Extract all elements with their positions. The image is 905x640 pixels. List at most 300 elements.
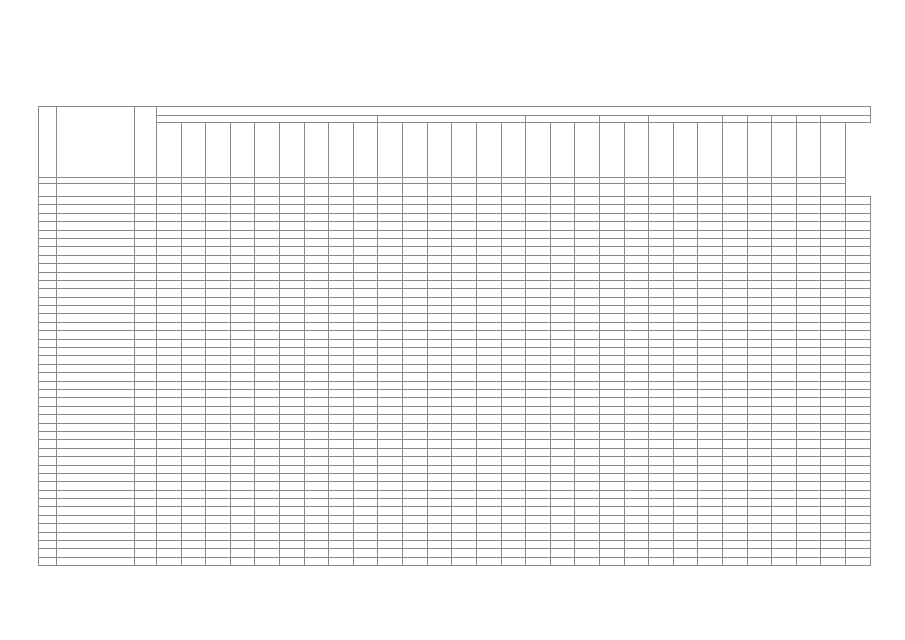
row-name bbox=[57, 457, 135, 465]
value-cell bbox=[821, 490, 846, 498]
value-cell bbox=[206, 356, 231, 364]
value-cell bbox=[476, 448, 501, 456]
value-cell bbox=[403, 331, 428, 339]
value-cell bbox=[772, 339, 797, 347]
value-cell bbox=[280, 415, 305, 423]
unit-cell bbox=[230, 184, 255, 197]
row-name bbox=[57, 222, 135, 230]
value-cell bbox=[723, 431, 748, 439]
value-cell bbox=[772, 490, 797, 498]
value-cell bbox=[673, 507, 698, 515]
value-cell bbox=[230, 230, 255, 238]
value-cell bbox=[230, 406, 255, 414]
value-cell bbox=[230, 507, 255, 515]
table-row bbox=[39, 440, 871, 448]
value-cell bbox=[649, 373, 674, 381]
value-cell bbox=[206, 507, 231, 515]
value-cell bbox=[821, 440, 846, 448]
value-cell bbox=[747, 541, 772, 549]
value-cell bbox=[452, 431, 477, 439]
value-cell bbox=[230, 306, 255, 314]
value-cell bbox=[378, 457, 403, 465]
value-cell bbox=[846, 213, 871, 221]
value-cell bbox=[673, 532, 698, 540]
value-cell bbox=[353, 465, 378, 473]
row-code bbox=[135, 448, 157, 456]
row-number bbox=[39, 524, 57, 532]
value-cell bbox=[796, 415, 821, 423]
value-cell bbox=[649, 465, 674, 473]
value-cell bbox=[206, 247, 231, 255]
value-cell bbox=[353, 482, 378, 490]
value-cell bbox=[157, 238, 182, 246]
value-cell bbox=[575, 448, 600, 456]
value-cell bbox=[772, 389, 797, 397]
value-cell bbox=[747, 490, 772, 498]
value-cell bbox=[501, 213, 526, 221]
value-cell bbox=[476, 507, 501, 515]
value-cell bbox=[230, 482, 255, 490]
value-cell bbox=[206, 457, 231, 465]
column-header bbox=[526, 123, 551, 178]
value-cell bbox=[599, 381, 624, 389]
value-cell bbox=[772, 406, 797, 414]
value-cell bbox=[599, 557, 624, 565]
value-cell bbox=[255, 247, 280, 255]
value-cell bbox=[206, 499, 231, 507]
value-cell bbox=[452, 473, 477, 481]
value-cell bbox=[846, 406, 871, 414]
value-cell bbox=[649, 532, 674, 540]
value-cell bbox=[329, 306, 354, 314]
value-cell bbox=[550, 381, 575, 389]
value-cell bbox=[575, 541, 600, 549]
value-cell bbox=[353, 322, 378, 330]
value-cell bbox=[206, 389, 231, 397]
value-cell bbox=[698, 197, 723, 205]
value-cell bbox=[649, 213, 674, 221]
value-cell bbox=[599, 364, 624, 372]
value-cell bbox=[452, 448, 477, 456]
value-cell bbox=[452, 197, 477, 205]
value-cell bbox=[452, 339, 477, 347]
row-code bbox=[135, 457, 157, 465]
unit-cell bbox=[526, 184, 551, 197]
row-code bbox=[135, 423, 157, 431]
value-cell bbox=[304, 507, 329, 515]
value-cell bbox=[230, 205, 255, 213]
row-number bbox=[39, 557, 57, 565]
value-cell bbox=[846, 499, 871, 507]
value-cell bbox=[329, 264, 354, 272]
value-cell bbox=[772, 499, 797, 507]
row-name bbox=[57, 255, 135, 263]
value-cell bbox=[280, 364, 305, 372]
value-cell bbox=[353, 306, 378, 314]
value-cell bbox=[649, 339, 674, 347]
row-number bbox=[39, 440, 57, 448]
value-cell bbox=[550, 457, 575, 465]
value-cell bbox=[427, 473, 452, 481]
value-cell bbox=[796, 364, 821, 372]
value-cell bbox=[157, 331, 182, 339]
column-header bbox=[772, 123, 797, 178]
value-cell bbox=[649, 406, 674, 414]
value-cell bbox=[181, 238, 206, 246]
value-cell bbox=[353, 247, 378, 255]
value-cell bbox=[747, 381, 772, 389]
value-cell bbox=[181, 440, 206, 448]
value-cell bbox=[673, 499, 698, 507]
value-cell bbox=[649, 415, 674, 423]
value-cell bbox=[452, 364, 477, 372]
row-name bbox=[57, 272, 135, 280]
value-cell bbox=[772, 306, 797, 314]
value-cell bbox=[476, 255, 501, 263]
value-cell bbox=[280, 482, 305, 490]
value-cell bbox=[772, 314, 797, 322]
value-cell bbox=[796, 238, 821, 246]
value-cell bbox=[452, 398, 477, 406]
value-cell bbox=[501, 524, 526, 532]
value-cell bbox=[796, 389, 821, 397]
value-cell bbox=[378, 280, 403, 288]
value-cell bbox=[181, 389, 206, 397]
value-cell bbox=[846, 482, 871, 490]
value-cell bbox=[329, 222, 354, 230]
value-cell bbox=[723, 373, 748, 381]
row-name bbox=[57, 431, 135, 439]
value-cell bbox=[230, 373, 255, 381]
value-cell bbox=[772, 213, 797, 221]
row-name bbox=[57, 482, 135, 490]
value-cell bbox=[181, 373, 206, 381]
value-cell bbox=[181, 507, 206, 515]
value-cell bbox=[230, 532, 255, 540]
value-cell bbox=[550, 339, 575, 347]
value-cell bbox=[599, 238, 624, 246]
value-cell bbox=[206, 448, 231, 456]
value-cell bbox=[452, 238, 477, 246]
value-cell bbox=[157, 314, 182, 322]
value-cell bbox=[403, 272, 428, 280]
value-cell bbox=[526, 415, 551, 423]
value-cell bbox=[723, 348, 748, 356]
value-cell bbox=[747, 549, 772, 557]
value-cell bbox=[550, 297, 575, 305]
value-cell bbox=[403, 532, 428, 540]
row-number bbox=[39, 457, 57, 465]
value-cell bbox=[698, 406, 723, 414]
value-cell bbox=[821, 197, 846, 205]
value-cell bbox=[427, 348, 452, 356]
value-cell bbox=[821, 524, 846, 532]
value-cell bbox=[181, 431, 206, 439]
value-cell bbox=[501, 238, 526, 246]
value-cell bbox=[353, 339, 378, 347]
unit-cell bbox=[747, 184, 772, 197]
value-cell bbox=[304, 515, 329, 523]
value-cell bbox=[599, 348, 624, 356]
value-cell bbox=[846, 247, 871, 255]
value-cell bbox=[181, 499, 206, 507]
value-cell bbox=[378, 230, 403, 238]
value-cell bbox=[280, 197, 305, 205]
value-cell bbox=[206, 532, 231, 540]
value-cell bbox=[772, 264, 797, 272]
value-cell bbox=[747, 197, 772, 205]
value-cell bbox=[624, 457, 649, 465]
value-cell bbox=[206, 322, 231, 330]
value-cell bbox=[772, 431, 797, 439]
value-cell bbox=[427, 339, 452, 347]
value-cell bbox=[403, 356, 428, 364]
value-cell bbox=[476, 339, 501, 347]
value-cell bbox=[378, 406, 403, 414]
value-cell bbox=[206, 264, 231, 272]
row-name bbox=[57, 549, 135, 557]
row-name bbox=[57, 440, 135, 448]
value-cell bbox=[501, 306, 526, 314]
value-cell bbox=[378, 272, 403, 280]
row-number bbox=[39, 381, 57, 389]
value-cell bbox=[624, 499, 649, 507]
value-cell bbox=[649, 381, 674, 389]
value-cell bbox=[673, 423, 698, 431]
value-cell bbox=[550, 473, 575, 481]
value-cell bbox=[673, 515, 698, 523]
table-top-header-row bbox=[39, 107, 871, 116]
value-cell bbox=[304, 255, 329, 263]
value-cell bbox=[378, 331, 403, 339]
value-cell bbox=[403, 423, 428, 431]
value-cell bbox=[599, 457, 624, 465]
value-cell bbox=[157, 247, 182, 255]
value-cell bbox=[747, 440, 772, 448]
value-cell bbox=[476, 364, 501, 372]
table-row bbox=[39, 272, 871, 280]
value-cell bbox=[255, 389, 280, 397]
value-cell bbox=[673, 356, 698, 364]
value-cell bbox=[304, 348, 329, 356]
value-cell bbox=[304, 230, 329, 238]
value-cell bbox=[501, 507, 526, 515]
value-cell bbox=[230, 473, 255, 481]
value-cell bbox=[157, 440, 182, 448]
value-cell bbox=[230, 322, 255, 330]
row-code bbox=[135, 238, 157, 246]
value-cell bbox=[575, 482, 600, 490]
value-cell bbox=[181, 213, 206, 221]
value-cell bbox=[821, 541, 846, 549]
value-cell bbox=[624, 398, 649, 406]
value-cell bbox=[181, 306, 206, 314]
value-cell bbox=[255, 238, 280, 246]
value-cell bbox=[206, 423, 231, 431]
value-cell bbox=[157, 213, 182, 221]
value-cell bbox=[181, 205, 206, 213]
value-cell bbox=[599, 398, 624, 406]
value-cell bbox=[157, 280, 182, 288]
value-cell bbox=[624, 205, 649, 213]
value-cell bbox=[624, 322, 649, 330]
value-cell bbox=[157, 473, 182, 481]
value-cell bbox=[575, 406, 600, 414]
value-cell bbox=[206, 473, 231, 481]
value-cell bbox=[157, 322, 182, 330]
value-cell bbox=[550, 213, 575, 221]
value-cell bbox=[329, 465, 354, 473]
value-cell bbox=[846, 415, 871, 423]
value-cell bbox=[649, 331, 674, 339]
value-cell bbox=[329, 197, 354, 205]
value-cell bbox=[378, 557, 403, 565]
value-cell bbox=[255, 348, 280, 356]
value-cell bbox=[230, 490, 255, 498]
group-header bbox=[599, 116, 648, 123]
value-cell bbox=[230, 356, 255, 364]
value-cell bbox=[427, 431, 452, 439]
value-cell bbox=[624, 213, 649, 221]
value-cell bbox=[378, 197, 403, 205]
value-cell bbox=[501, 356, 526, 364]
value-cell bbox=[550, 197, 575, 205]
value-cell bbox=[353, 230, 378, 238]
value-cell bbox=[649, 515, 674, 523]
value-cell bbox=[157, 297, 182, 305]
value-cell bbox=[403, 389, 428, 397]
value-cell bbox=[575, 314, 600, 322]
value-cell bbox=[501, 440, 526, 448]
value-cell bbox=[255, 549, 280, 557]
value-cell bbox=[230, 238, 255, 246]
row-name bbox=[57, 331, 135, 339]
row-number bbox=[39, 431, 57, 439]
value-cell bbox=[575, 440, 600, 448]
value-cell bbox=[526, 222, 551, 230]
value-cell bbox=[796, 331, 821, 339]
value-cell bbox=[649, 549, 674, 557]
value-cell bbox=[230, 272, 255, 280]
unit-cell bbox=[206, 184, 231, 197]
value-cell bbox=[280, 532, 305, 540]
value-cell bbox=[206, 398, 231, 406]
value-cell bbox=[747, 230, 772, 238]
value-cell bbox=[304, 389, 329, 397]
value-cell bbox=[723, 541, 748, 549]
value-cell bbox=[796, 213, 821, 221]
group-header bbox=[747, 116, 772, 123]
unit-cell bbox=[501, 184, 526, 197]
value-cell bbox=[378, 238, 403, 246]
value-cell bbox=[304, 238, 329, 246]
value-cell bbox=[526, 482, 551, 490]
value-cell bbox=[452, 499, 477, 507]
value-cell bbox=[329, 373, 354, 381]
value-cell bbox=[501, 549, 526, 557]
value-cell bbox=[427, 415, 452, 423]
value-cell bbox=[353, 473, 378, 481]
value-cell bbox=[821, 389, 846, 397]
unit-cell bbox=[772, 184, 797, 197]
value-cell bbox=[378, 473, 403, 481]
value-cell bbox=[624, 272, 649, 280]
value-cell bbox=[353, 507, 378, 515]
unit-cell bbox=[403, 184, 428, 197]
value-cell bbox=[723, 524, 748, 532]
value-cell bbox=[550, 448, 575, 456]
value-cell bbox=[772, 297, 797, 305]
value-cell bbox=[526, 457, 551, 465]
value-cell bbox=[206, 381, 231, 389]
value-cell bbox=[624, 423, 649, 431]
value-cell bbox=[599, 306, 624, 314]
value-cell bbox=[821, 448, 846, 456]
value-cell bbox=[526, 322, 551, 330]
value-cell bbox=[723, 415, 748, 423]
value-cell bbox=[846, 490, 871, 498]
value-cell bbox=[747, 264, 772, 272]
value-cell bbox=[452, 507, 477, 515]
value-cell bbox=[649, 457, 674, 465]
value-cell bbox=[526, 297, 551, 305]
value-cell bbox=[821, 238, 846, 246]
value-cell bbox=[796, 205, 821, 213]
table-row bbox=[39, 255, 871, 263]
row-number bbox=[39, 406, 57, 414]
row-name bbox=[57, 280, 135, 288]
value-cell bbox=[550, 406, 575, 414]
value-cell bbox=[624, 406, 649, 414]
row-code bbox=[135, 389, 157, 397]
value-cell bbox=[747, 331, 772, 339]
value-cell bbox=[181, 398, 206, 406]
value-cell bbox=[157, 532, 182, 540]
value-cell bbox=[181, 381, 206, 389]
value-cell bbox=[796, 230, 821, 238]
value-cell bbox=[772, 473, 797, 481]
value-cell bbox=[575, 515, 600, 523]
value-cell bbox=[821, 280, 846, 288]
value-cell bbox=[403, 348, 428, 356]
value-cell bbox=[846, 515, 871, 523]
value-cell bbox=[304, 482, 329, 490]
value-cell bbox=[550, 314, 575, 322]
value-cell bbox=[181, 348, 206, 356]
value-cell bbox=[526, 473, 551, 481]
value-cell bbox=[255, 280, 280, 288]
value-cell bbox=[550, 557, 575, 565]
row-number bbox=[39, 272, 57, 280]
value-cell bbox=[747, 306, 772, 314]
value-cell bbox=[329, 339, 354, 347]
row-number bbox=[39, 222, 57, 230]
value-cell bbox=[157, 364, 182, 372]
value-cell bbox=[403, 297, 428, 305]
value-cell bbox=[476, 549, 501, 557]
value-cell bbox=[526, 264, 551, 272]
value-cell bbox=[575, 238, 600, 246]
value-cell bbox=[230, 197, 255, 205]
value-cell bbox=[821, 314, 846, 322]
value-cell bbox=[452, 205, 477, 213]
value-cell bbox=[378, 339, 403, 347]
value-cell bbox=[649, 557, 674, 565]
row-number bbox=[39, 448, 57, 456]
value-cell bbox=[698, 415, 723, 423]
value-cell bbox=[255, 541, 280, 549]
value-cell bbox=[821, 255, 846, 263]
